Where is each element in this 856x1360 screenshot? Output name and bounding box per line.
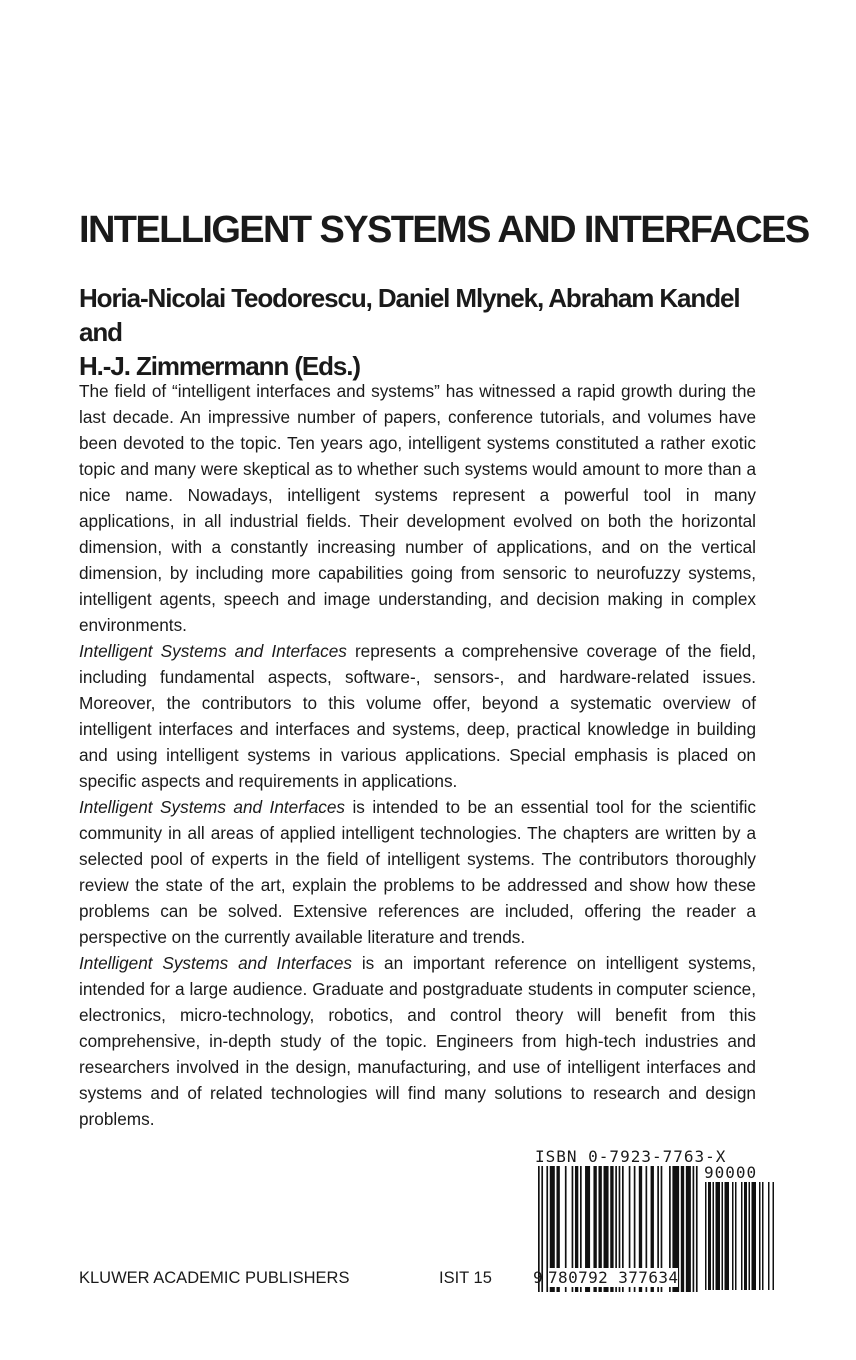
isbn-label: ISBN 0-7923-7763-X — [535, 1147, 727, 1166]
barcode-bar — [768, 1182, 770, 1290]
editors-line-2: H.-J. Zimmermann (Eds.) — [79, 351, 360, 381]
barcode-bar — [735, 1182, 737, 1290]
blurb-paragraph-2 — [79, 638, 756, 794]
barcode-bar — [716, 1182, 721, 1290]
blurb-paragraph-3-text: is intended to be an essential tool for the scientific community in all areas of applied intelligent technologies. The chapters are written by a selected pool of experts in the field of intelligent systems. The contributors thoroughly review the state of the art, explain the problems to be addressed and show how these problems can be solved. Extensive references are included, offering the reader a perspective on the currently available literature and trends. — [79, 797, 756, 947]
barcode-addon-digits: 90000 — [704, 1163, 758, 1182]
barcode-digits: 780792 377634 — [548, 1268, 679, 1287]
blurb-paragraph-2-text: represents a comprehensive coverage of the field, including fundamental aspects, software-, sensors-, and hardware-related issues. Moreover, the contributors to this volume offer, beyond a systematic overview of intelligent interfaces and interfaces and systems, deep, practical knowledge in building and using intelligent systems in various applications. Special emphasis is placed on specific aspects and requirements in applications. — [79, 641, 756, 791]
blurb-paragraph-1: The field of “intelligent interfaces and systems” has witnessed a rapid growth during the last decade. An impressive number of papers, conference tutorials, and volumes have been devoted to the topic. Ten years ago, intelligent systems constituted a rather exotic topic and many were skeptical as to whether such systems would amount to more than a nice name. Nowadays, intelligent systems represent a powerful tool in many applications, in all industrial fields. Their development evolved on both the horizontal dimension, with a constantly increasing number of applications, and on the vertical dimension, by including more capabilities going from sensoric to neurofuzzy systems, intelligent agents, speech and image understanding, and decision making in complex environments. — [79, 381, 756, 635]
series-number: ISIT 15 — [439, 1269, 492, 1287]
barcode-bar — [686, 1166, 691, 1292]
barcode-bar — [762, 1182, 764, 1290]
addon-bars — [705, 1182, 774, 1290]
barcode-bar — [705, 1182, 707, 1290]
barcode-bar — [693, 1166, 695, 1292]
barcode-bar — [732, 1182, 734, 1290]
barcode-bar — [725, 1182, 730, 1290]
barcode-bar — [749, 1182, 751, 1290]
publisher-name: KLUWER ACADEMIC PUBLISHERS — [79, 1269, 350, 1287]
book-title-italic: Intelligent Systems and Interfaces — [79, 797, 346, 817]
barcode-first-digit: 9 — [533, 1268, 543, 1287]
blurb — [79, 378, 756, 1132]
barcode-bar — [696, 1166, 698, 1292]
barcode-bar — [759, 1182, 761, 1290]
barcode-bar — [681, 1166, 684, 1292]
barcode-bar — [744, 1182, 747, 1290]
blurb-paragraph-4-text: is an important reference on intelligent systems, intended for a large audience. Graduate and postgraduate students in computer science, electronics, micro-technology, robotics, and control theory will benefit from this comprehensive, in-depth study of the topic. Engineers from high-tech industries and researchers involved in the design, manufacturing, and use of intelligent interfaces and systems and of related technologies will find many solutions to research and design problems. — [79, 953, 756, 1129]
barcode-bar — [708, 1182, 711, 1290]
blurb-paragraph-3 — [79, 794, 756, 950]
book-title-italic: Intelligent Systems and Interfaces — [79, 953, 353, 973]
barcode-bar — [722, 1182, 724, 1290]
book-title: INTELLIGENT SYSTEMS AND INTERFACES — [79, 209, 809, 251]
barcode-bar — [713, 1182, 715, 1290]
barcode-bar — [773, 1182, 775, 1290]
editors-line-1: Horia-Nicolai Teodorescu, Daniel Mlynek, Abraham Kandel and — [79, 283, 740, 347]
barcode-bar — [752, 1182, 757, 1290]
barcode-bar — [741, 1182, 743, 1290]
editors — [79, 281, 779, 383]
blurb-paragraph-4 — [79, 950, 756, 1132]
book-title-italic: Intelligent Systems and Interfaces — [79, 641, 347, 661]
